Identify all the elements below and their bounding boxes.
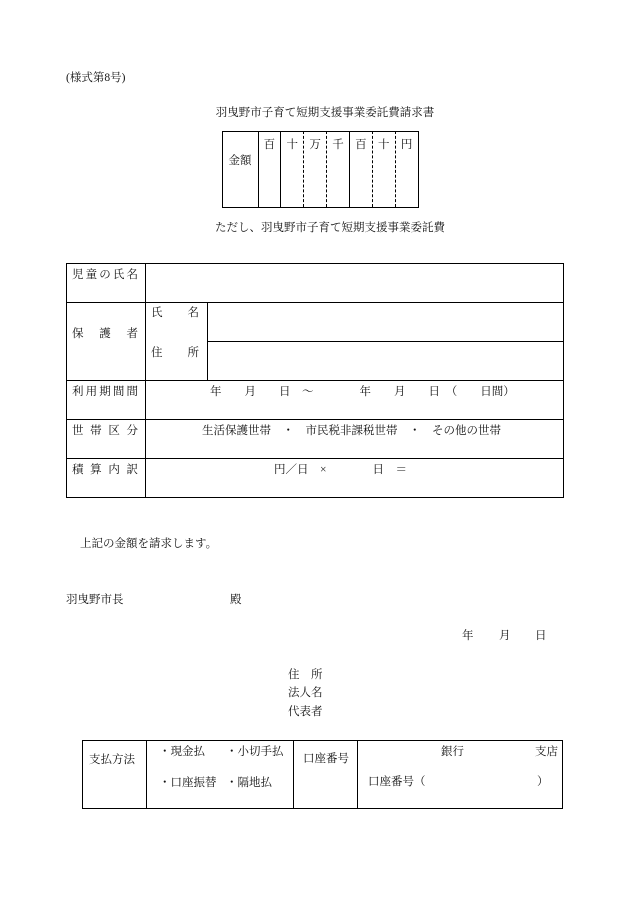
digit-header-million: 百 <box>263 139 276 151</box>
bank-suffix: 銀行 <box>441 746 464 758</box>
digit-header-hundred: 百 <box>355 139 367 151</box>
amount-box-right-rule <box>418 131 419 208</box>
table-rule <box>562 740 563 808</box>
claimant-address-label: 住 所 <box>288 669 323 681</box>
period-value: 年 月 日 ～ 年 月 日 （ 日間） <box>210 386 515 398</box>
addressee-honorific: 殿 <box>230 594 242 606</box>
guardian-name-label: 氏名 <box>151 307 199 319</box>
account-number-close: ） <box>537 776 549 788</box>
household-options: 生活保護世帯 ・ 市民税非課税世帯 ・ その他の世帯 <box>202 425 501 437</box>
payment-option-remote: ・隔地払 <box>226 777 272 789</box>
table-rule <box>563 263 564 497</box>
account-number-label: 口座番号 <box>303 753 349 765</box>
table-rule <box>82 740 83 808</box>
digit-header-ten: 十 <box>377 139 390 151</box>
household-label: 世帯区分 <box>72 425 138 437</box>
date-month: 月 <box>499 630 511 642</box>
date-year: 年 <box>462 630 474 642</box>
digit-header-hundred-thousand: 十 <box>286 139 299 151</box>
table-rule <box>66 263 67 497</box>
proviso-text: ただし、羽曳野市子育て短期支援事業委託費 <box>215 222 445 234</box>
period-label: 利用期間間 <box>72 386 138 398</box>
table-rule <box>357 740 358 808</box>
table-rule <box>66 497 564 498</box>
digit-header-thousand: 千 <box>332 139 344 151</box>
payment-option-transfer: ・口座振替 <box>159 777 217 789</box>
table-rule <box>293 740 294 808</box>
table-rule <box>66 458 563 459</box>
form-number: (様式第8号) <box>66 72 126 84</box>
guardian-label: 保護者 <box>72 328 138 340</box>
amount-box-bottom-rule <box>222 207 419 208</box>
table-rule <box>66 419 563 420</box>
addressee-name: 羽曳野市長 <box>66 594 124 606</box>
child-name-label: 児童の氏名 <box>72 269 138 281</box>
digit-header-ten-thousand: 万 <box>309 139 321 151</box>
claimant-corporation-label: 法人名 <box>288 687 323 699</box>
table-rule <box>82 808 563 809</box>
account-number-open: 口座番号（ <box>368 776 426 788</box>
form-title: 羽曳野市子育て短期支援事業委託費請求書 <box>215 107 435 119</box>
guardian-address-label: 住所 <box>151 347 199 359</box>
amount-label: 金額 <box>228 155 252 167</box>
payment-option-check: ・小切手払 <box>226 746 284 758</box>
amount-digit-headers <box>258 138 418 152</box>
digit-header-yen: 円 <box>400 139 413 151</box>
table-rule <box>66 302 563 303</box>
table-rule <box>146 740 147 808</box>
table-rule <box>145 263 146 497</box>
amount-box-top-rule <box>222 131 418 132</box>
amount-box-left-rule <box>222 131 223 207</box>
payment-option-cash: ・現金払 <box>159 746 205 758</box>
table-rule <box>66 263 563 264</box>
date-day: 日 <box>535 630 547 642</box>
claimant-representative-label: 代表者 <box>288 706 323 718</box>
calculation-formula: 円／日 × 日 ＝ <box>274 464 407 476</box>
table-rule <box>82 740 562 741</box>
table-rule <box>66 380 563 381</box>
payment-method-label: 支払方法 <box>89 754 135 766</box>
calculation-label: 積算内訳 <box>72 464 138 476</box>
table-rule <box>207 302 208 380</box>
branch-suffix: 支店 <box>535 746 558 758</box>
request-statement: 上記の金額を請求します。 <box>80 538 218 550</box>
table-rule <box>207 341 563 342</box>
